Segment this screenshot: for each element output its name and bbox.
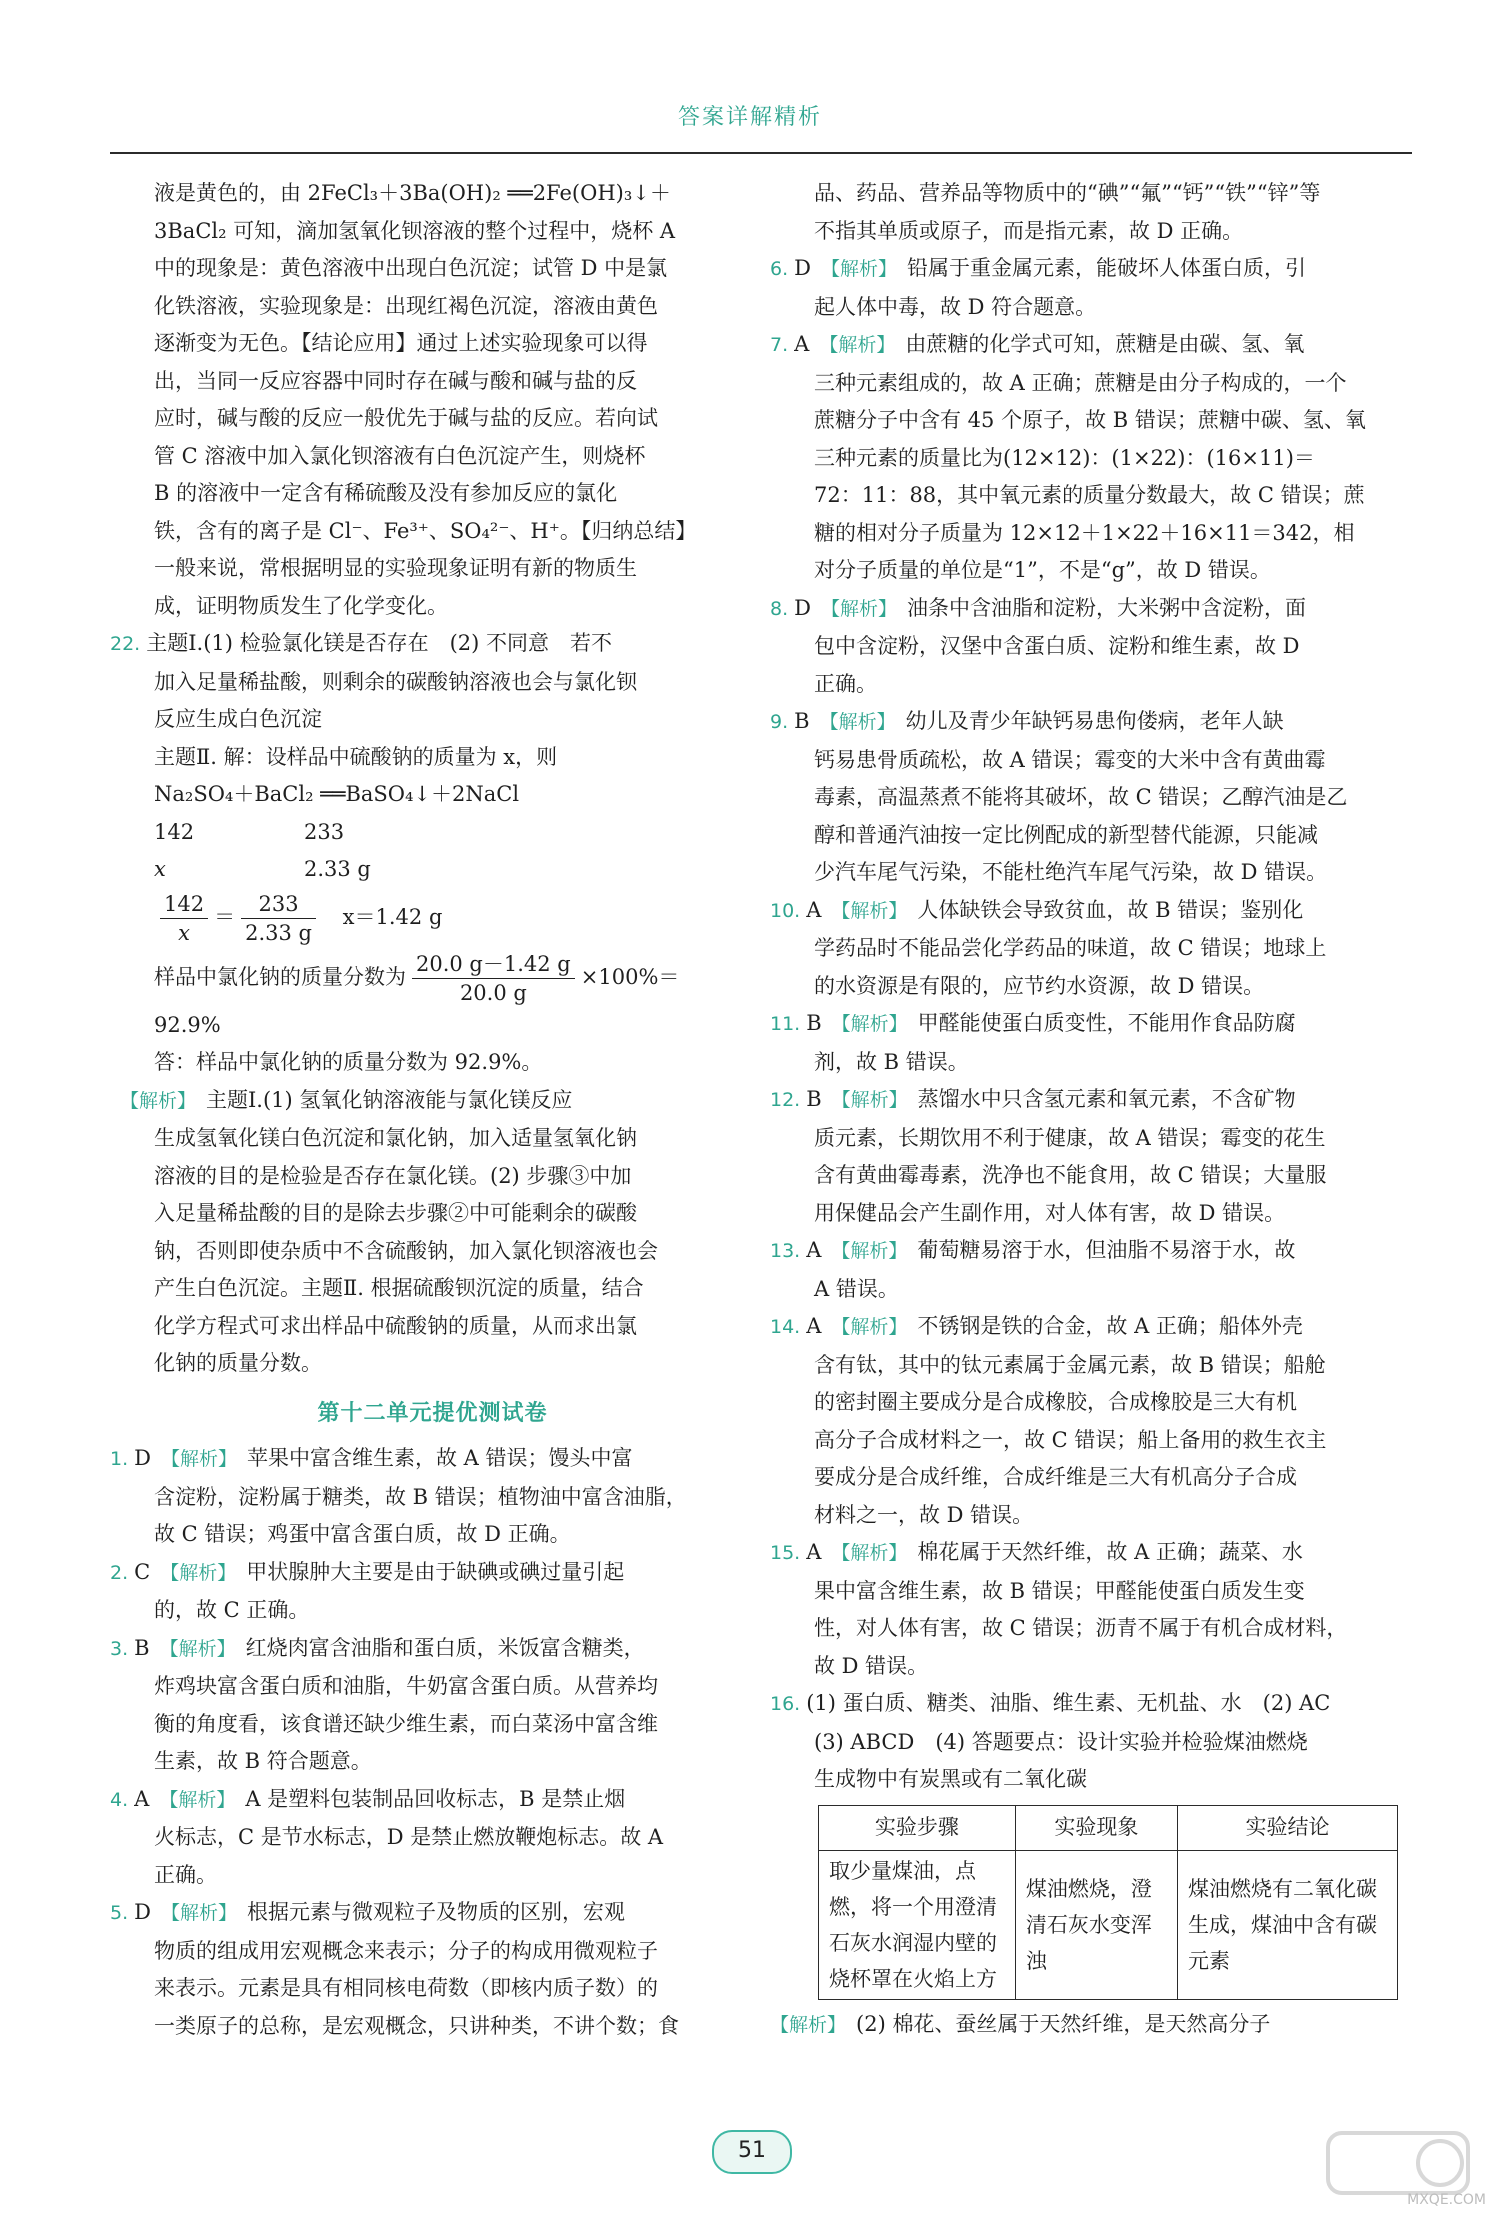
question-22 [110, 625, 755, 1383]
left-intro-line: 管 C 溶液中加入氯化钡溶液有白色沉淀产生，则烧杯 [154, 443, 646, 468]
answer-choice: C [134, 1559, 151, 1584]
right-answer-list [770, 250, 1405, 1685]
answer-item-5 [110, 1894, 755, 2045]
left-intro [110, 175, 755, 625]
analysis-text: 主题Ⅰ.(1) 氢氧化钠溶液能与氯化镁反应 [206, 1087, 573, 1112]
answer-number: 13. [770, 1240, 801, 1262]
answer-item-2 [110, 1554, 755, 1630]
q22-number: 22. [110, 633, 141, 655]
answer-line: 72：11：88，其中氧元素的质量分数最大，故 C 错误；蔗 [814, 483, 1365, 507]
answer-choice: B [134, 1635, 150, 1660]
answer-line: 钙易患骨质疏松，故 A 错误；霉变的大米中含有黄曲霉 [814, 747, 1326, 772]
answer-number: 11. [770, 1013, 801, 1035]
q22-answer: 答：样品中氯化钠的质量分数为 92.9%。 [154, 1050, 543, 1074]
answer-number: 8. [770, 597, 789, 620]
answer-line: 对分子质量的单位是“1”，不是“g”，故 D 错误。 [814, 558, 1271, 582]
answer-line: 起人体中毒，故 D 符合题意。 [814, 294, 1097, 319]
left-intro-line: 逐渐变为无色。【结论应用】通过上述实验现象可以得 [154, 331, 648, 355]
answer-item-3 [110, 1630, 755, 1781]
right-intro-line: 不指其单质或原子，而是指元素，故 D 正确。 [814, 218, 1244, 243]
analysis-tag: 【解析】 [831, 1013, 908, 1035]
answer-line: 含有钛，其中的钛元素属于金属元素，故 B 错误；船舱 [814, 1352, 1326, 1377]
answer-choice: A [806, 1314, 822, 1338]
analysis-line: 溶液的目的是检验是否存在氯化镁。(2) 步骤③中加 [154, 1163, 632, 1188]
answer-text: 棉花属于天然纤维，故 A 正确；蔬菜、水 [917, 1540, 1303, 1564]
analysis-tag: 【解析】 [159, 1788, 236, 1811]
experiment-table-row [819, 1850, 1398, 1999]
answer-item-1 [110, 1440, 755, 1554]
left-intro-line: 成，证明物质发生了化学变化。 [154, 593, 448, 618]
answer-line [110, 1781, 755, 1820]
q22-x-row: x 2.33 g [154, 857, 371, 881]
answer-number: 12. [770, 1089, 801, 1111]
answer-choice: D [134, 1446, 151, 1470]
answer-line: 蔗糖分子中含有 45 个原子，故 B 错误；蔗糖中碳、氢、氧 [814, 408, 1366, 432]
analysis-tag: 【解析】 [831, 1542, 908, 1564]
answer-line: A 错误。 [814, 1276, 899, 1301]
analysis-tag: 【解析】 [820, 597, 897, 620]
answer-line [770, 1308, 1405, 1347]
answer-choice: B [806, 1087, 822, 1111]
answer-choice: D [794, 595, 811, 620]
answer-line: 含淀粉，淀粉属于糖类，故 B 错误；植物油中富含油脂， [154, 1484, 687, 1509]
analysis-tag: 【解析】 [159, 1637, 236, 1660]
left-intro-line: B 的溶液中一定含有稀硫酸及没有参加反应的氯化 [154, 481, 618, 505]
answer-item-4 [110, 1781, 755, 1895]
answer-number: 10. [770, 899, 801, 922]
fraction-142-x: $\frac{142}{x}$ [160, 890, 208, 947]
answer-text: 红烧肉富含油脂和蛋白质，米饭富含糖类， [245, 1635, 645, 1660]
answer-line: 性，对人体有害，故 C 错误；沥青不属于有机合成材料， [814, 1616, 1348, 1640]
answer-line [770, 326, 1405, 365]
answer-line [770, 1081, 1405, 1120]
answer-line: 正确。 [154, 1862, 217, 1887]
q22-analysis [110, 1082, 755, 1383]
answer-line: 三种元素的质量比为(12×12)：(1×22)：(16×11)＝ [814, 445, 1315, 470]
answer-line: 材料之一，故 D 错误。 [814, 1502, 1034, 1527]
right-intro [770, 175, 1405, 250]
answer-number: 9. [770, 711, 789, 733]
answer-text: 根据元素与微观粒子及物质的区别，宏观 [247, 1900, 625, 1924]
answer-line: 包中含淀粉，汉堡中含蛋白质、淀粉和维生素，故 D [814, 634, 1300, 658]
answer-text: 由蔗糖的化学式可知，蔗糖是由碳、氢、氧 [905, 332, 1305, 356]
answer-number: 1. [110, 1448, 129, 1470]
q16-number: 16. [770, 1693, 801, 1715]
answer-line: 的水资源是有限的，应节约水资源，故 D 错误。 [814, 973, 1265, 998]
answer-item-13 [770, 1232, 1405, 1308]
answer-line: 少汽车尾气污染，不能杜绝汽车尾气污染，故 D 错误。 [814, 860, 1328, 884]
analysis-line: 生成氢氧化镁白色沉淀和氯化钠，加入适量氢氧化钠 [154, 1126, 637, 1150]
analysis-tag: 【解析】 [820, 258, 897, 280]
analysis-line: 化钠的质量分数。 [154, 1351, 322, 1375]
analysis-line: 化学方程式可求出样品中硫酸钠的质量，从而求出氯 [154, 1313, 637, 1338]
answer-line: 三种元素组成的，故 A 正确；蔗糖是由分子构成的，一个 [814, 370, 1347, 395]
left-intro-line: 中的现象是：黄色溶液中出现白色沉淀；试管 D 中是氯 [154, 256, 668, 280]
answer-line: 炸鸡块富含蛋白质和油脂，牛奶富含蛋白质。从营养均 [154, 1674, 658, 1698]
experiment-table-header [819, 1805, 1398, 1850]
answer-line: 果中富含维生素，故 B 错误；甲醛能使蛋白质发生变 [814, 1578, 1305, 1603]
answer-line: 的密封圈主要成分是合成橡胶，合成橡胶是三大有机 [814, 1390, 1297, 1414]
q22-mass-row: 142 233 [154, 819, 345, 844]
analysis-line [110, 1082, 755, 1121]
section-title: 第十二单元提优测试卷 [317, 1399, 548, 1426]
answer-line: 衡的角度看，该食谱还缺少维生素，而白菜汤中富含维 [154, 1711, 658, 1736]
analysis-tag: 【解析】 [819, 334, 896, 356]
answer-item-14 [770, 1308, 1405, 1534]
answer-line: 高分子合成材料之一，故 C 错误；船上备用的救生衣主 [814, 1427, 1327, 1452]
answer-item-12 [770, 1081, 1405, 1232]
answer-choice: D [134, 1900, 151, 1924]
analysis-tag: 【解析】 [120, 1089, 197, 1112]
right-column [770, 175, 1405, 2044]
answer-line [770, 250, 1405, 289]
answer-line [770, 1232, 1405, 1271]
answer-number: 15. [770, 1542, 801, 1564]
answer-choice: A [806, 1238, 822, 1262]
analysis-tag: 【解析】 [831, 1240, 908, 1262]
watermark-text: MXQE.COM [1407, 2192, 1486, 2208]
answer-line: 生素，故 B 符合题意。 [154, 1749, 372, 1773]
left-intro-line: 铁，含有的离子是 Cl⁻、Fe³⁺、SO₄²⁻、H⁺。【归纳总结】 [154, 518, 697, 543]
answer-line: 一类原子的总称，是宏观概念，只讲种类，不讲个数；食 [154, 2013, 679, 2038]
answer-line: 毒素，高温蒸煮不能将其破坏，故 C 错误；乙醇汽油是乙 [814, 785, 1348, 809]
answer-number: 14. [770, 1316, 801, 1338]
answer-line [770, 703, 1405, 742]
q22-line-2: 反应生成白色沉淀 [154, 707, 322, 731]
answer-choice: B [806, 1011, 822, 1035]
answer-choice: D [794, 256, 811, 280]
td-conclusion: 煤油燃烧有二氧化碳生成，煤油中含有碳元素 [1177, 1850, 1397, 1999]
answer-number: 4. [110, 1788, 129, 1811]
answer-line: 醇和普通汽油按一定比例配成的新型替代能源，只能减 [814, 822, 1318, 847]
left-intro-line: 应时，碱与酸的反应一般优先于碱与盐的反应。若向试 [154, 406, 658, 430]
answer-text: 油条中含油脂和淀粉，大米粥中含淀粉，面 [907, 595, 1306, 620]
q22-percent-value: 92.9% [154, 1012, 221, 1037]
answer-line: 学药品时不能品尝化学药品的味道，故 C 错误；地球上 [814, 936, 1327, 960]
answer-text: A 是塑料包装制品回收标志，B 是禁止烟 [245, 1786, 626, 1811]
q22-percent-line: 样品中氯化钠的质量分数为 $\frac{20.0 g-1.42 g}{20.0 g}$ ×100%＝ [154, 951, 680, 1005]
answer-text: 幼儿及青少年缺钙易患佝偻病，老年人缺 [905, 709, 1284, 733]
experiment-table [818, 1805, 1398, 2000]
header-title: 答案详解精析 [677, 105, 822, 130]
answer-item-9 [770, 703, 1405, 892]
answer-text: 苹果中富含维生素，故 A 错误；馒头中富 [247, 1446, 633, 1470]
answer-item-7 [770, 326, 1405, 590]
answer-line: 的，故 C 正确。 [154, 1598, 310, 1622]
analysis-tag: 【解析】 [831, 899, 908, 922]
answer-item-15 [770, 1534, 1405, 1685]
left-intro-line: 液是黄色的，由 2FeCl₃＋3Ba(OH)₂ ══2Fe(OH)₃↓＋ [154, 181, 671, 205]
answer-line: 用保健品会产生副作用，对人体有害，故 D 错误。 [814, 1200, 1286, 1225]
answer-line [110, 1554, 755, 1593]
q16-analysis: 【解析】 (2) 棉花、蚕丝属于天然纤维，是天然高分子 [770, 2011, 1271, 2036]
answer-line: 含有黄曲霉毒素，洗净也不能食用，故 C 错误；大量服 [814, 1163, 1327, 1187]
answer-line [770, 1005, 1405, 1044]
answer-text: 蒸馏水中只含氢元素和氧元素，不含矿物 [917, 1087, 1296, 1111]
th-step: 实验步骤 [819, 1805, 1016, 1850]
answer-number: 5. [110, 1902, 129, 1924]
q22-line-0: 22. 主题Ⅰ.(1) 检验氯化镁是否存在 (2) 不同意 若不 [110, 631, 613, 655]
analysis-tag: 【解析】 [831, 1089, 908, 1111]
answer-line: 故 D 错误。 [814, 1653, 929, 1678]
analysis-tag: 【解析】 [831, 1316, 908, 1338]
answer-number: 2. [110, 1561, 129, 1584]
td-step: 取少量煤油，点燃，将一个用澄清石灰水润湿内壁的烧杯罩在火焰上方 [819, 1850, 1016, 1999]
answer-line [770, 1534, 1405, 1573]
left-intro-line: 化铁溶液，实验现象是：出现红褐色沉淀，溶液由黄色 [154, 293, 658, 318]
answer-text: 不锈钢是铁的合金，故 A 正确；船体外壳 [917, 1314, 1303, 1338]
left-answer-list [110, 1440, 755, 2045]
answer-line [110, 1440, 755, 1479]
left-intro-line: 出，当同一反应容器中同时存在碱与酸和碱与盐的反 [154, 368, 637, 393]
answer-text: 葡萄糖易溶于水，但油脂不易溶于水，故 [917, 1238, 1296, 1262]
answer-line: 质元素，长期饮用不利于健康，故 A 错误；霉变的花生 [814, 1125, 1326, 1150]
answer-choice: A [134, 1786, 150, 1811]
right-intro-line: 品、药品、营养品等物质中的“碘”“氟”“钙”“铁”“锌”等 [814, 181, 1321, 205]
q16-line-1: (3) ABCD (4) 答题要点：设计实验并检验煤油燃烧 [814, 1729, 1308, 1754]
page-header [0, 100, 1500, 131]
fraction-233: $\frac{233}{2.33 g}$ [241, 890, 316, 947]
answer-text: 甲状腺肿大主要是由于缺碘或碘过量引起 [246, 1559, 625, 1584]
fraction-percent: $\frac{20.0 g-1.42 g}{20.0 g}$ [412, 950, 575, 1007]
left-intro-line: 一般来说，常根据明显的实验现象证明有新的物质生 [154, 556, 637, 580]
question-16 [770, 1685, 1405, 2044]
answer-number: 3. [110, 1637, 129, 1660]
answer-line: 故 C 错误；鸡蛋中富含蛋白质，故 D 正确。 [154, 1522, 571, 1546]
answer-text: 甲醛能使蛋白质变性，不能用作食品防腐 [917, 1011, 1296, 1035]
analysis-line: 钠，否则即使杂质中不含硫酸钠，加入氯化钡溶液也会 [154, 1238, 658, 1263]
analysis-tag: 【解析】 [160, 1448, 237, 1470]
left-intro-line: 3BaCl₂ 可知，滴加氢氧化钡溶液的整个过程中，烧杯 A [154, 218, 676, 243]
q22-equation: Na₂SO₄＋BaCl₂ ══BaSO₄↓＋2NaCl [154, 782, 520, 806]
answer-item-6 [770, 250, 1405, 326]
analysis-line: 入足量稀盐酸的目的是除去步骤②中可能剩余的碳酸 [154, 1201, 637, 1225]
q16-line-0: 16. (1) 蛋白质、糖类、油脂、维生素、无机盐、水 (2) AC [770, 1691, 1331, 1715]
q22-solution-head: 主题Ⅱ. 解：设样品中硫酸钠的质量为 x，则 [154, 744, 558, 769]
answer-line: 火标志，C 是节水标志，D 是禁止燃放鞭炮标志。故 A [154, 1825, 664, 1849]
q22-proportion: $\frac{142}{x}$ ＝ $\frac{233}{2.33 g}$ x＝1.42 g [110, 889, 755, 947]
answer-choice: A [806, 1540, 822, 1564]
answer-line: 要成分是合成纤维，合成纤维是三大有机高分子合成 [814, 1465, 1297, 1489]
left-column [110, 175, 755, 2045]
answer-line [110, 1630, 755, 1669]
answer-line [110, 1894, 755, 1933]
analysis-tag: 【解析】 [819, 711, 896, 733]
answer-text: 铅属于重金属元素，能破坏人体蛋白质，引 [907, 256, 1306, 280]
analysis-tag: 【解析】 [160, 1902, 237, 1924]
analysis-line: 产生白色沉淀。主题Ⅱ. 根据硫酸钡沉淀的质量，结合 [154, 1276, 644, 1300]
answer-item-11 [770, 1005, 1405, 1081]
answer-item-8 [770, 590, 1405, 704]
answer-text: 人体缺铁会导致贫血，故 B 错误；鉴别化 [917, 897, 1304, 922]
q16-line-2: 生成物中有炭黑或有二氧化碳 [814, 1767, 1087, 1791]
header-rule [110, 152, 1412, 154]
analysis-tag: 【解析】 [160, 1561, 237, 1584]
q22-line-1: 加入足量稀盐酸，则剩余的碳酸钠溶液也会与氯化钡 [154, 669, 637, 694]
answer-number: 6. [770, 258, 789, 280]
td-phenomenon: 煤油燃烧，澄清石灰水变浑浊 [1015, 1850, 1177, 1999]
answer-line: 正确。 [814, 671, 877, 696]
answer-line: 来表示。元素是具有相同核电荷数（即核内质子数）的 [154, 1976, 658, 2000]
th-conclusion: 实验结论 [1177, 1805, 1397, 1850]
answer-line: 物质的组成用宏观概念来表示；分子的构成用微观粒子 [154, 1938, 658, 1963]
answer-line: 糖的相对分子质量为 12×12＋1×22＋16×11＝342，相 [814, 520, 1355, 545]
answer-line [770, 892, 1405, 931]
answer-line [770, 590, 1405, 629]
page-number: 51 [712, 2130, 792, 2174]
th-phenomenon: 实验现象 [1015, 1805, 1177, 1850]
answer-choice: A [794, 332, 810, 356]
answer-number: 7. [770, 334, 789, 356]
answer-item-10 [770, 892, 1405, 1006]
answer-choice: B [794, 709, 810, 733]
answer-choice: A [806, 897, 822, 922]
answer-line: 剂，故 B 错误。 [814, 1049, 969, 1074]
